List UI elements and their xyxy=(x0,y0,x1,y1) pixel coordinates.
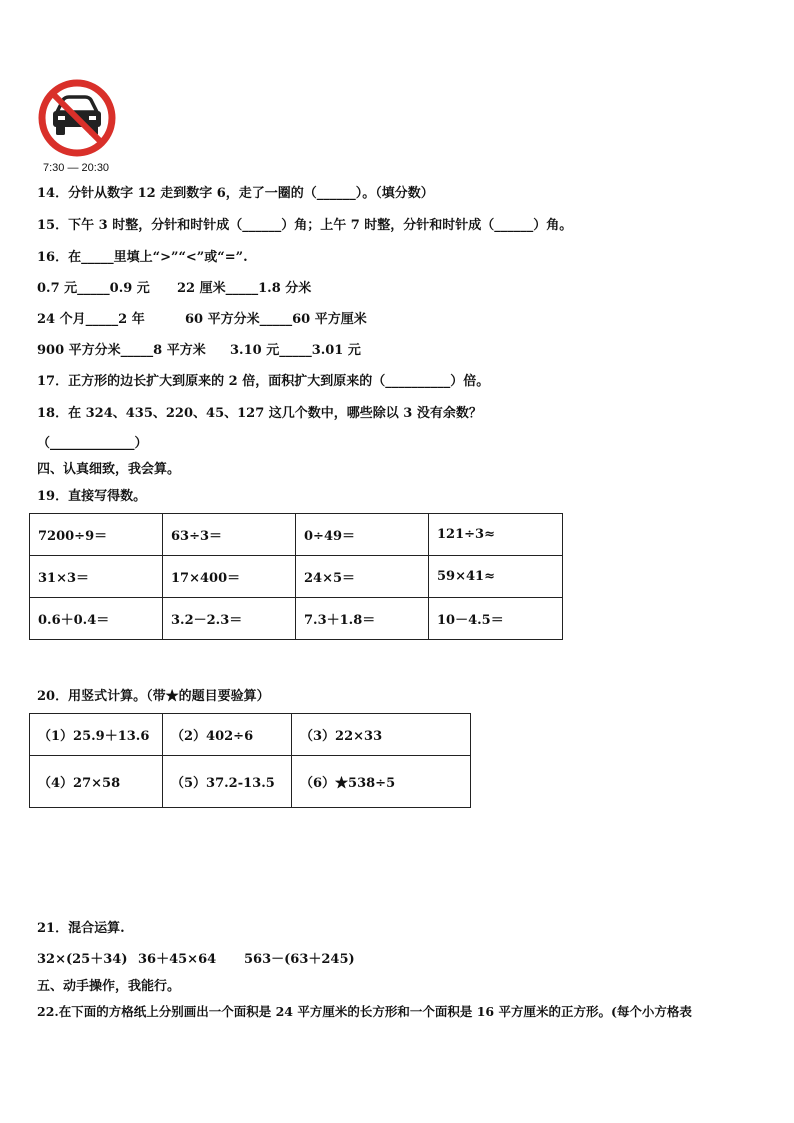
q20-cell: （6）★538÷5 xyxy=(292,756,471,808)
q20-cell: （1）25.9＋13.6 xyxy=(30,714,163,756)
q19-cell: 17×400＝ xyxy=(163,556,296,598)
q20-cell: （4）27×58 xyxy=(30,756,163,808)
q16-item: 3.10 元_____3.01 元 xyxy=(230,343,361,358)
question-14: 14．分针从数字 12 走到数字 6，走了一圈的（______）。（填分数） xyxy=(37,186,434,201)
q21-item: 563－(63＋245) xyxy=(244,952,355,967)
q19-cell: 0.6＋0.4＝ xyxy=(30,598,163,640)
q19-table xyxy=(29,513,563,640)
question-21: 21．混合运算. xyxy=(37,921,125,936)
question-20: 20．用竖式计算。（带★的题目要验算） xyxy=(37,689,270,704)
q19-cell: 10－4.5＝ xyxy=(429,598,563,640)
q16-item: 60 平方分米_____60 平方厘米 xyxy=(185,312,367,327)
question-17: 17．正方形的边长扩大到原来的 2 倍，面积扩大到原来的（__________）倍。 xyxy=(37,374,490,389)
q21-item: 36＋45×64 xyxy=(138,952,217,967)
q19-cell: 31×3＝ xyxy=(30,556,163,598)
section-4-heading: 四、认真细致，我会算。 xyxy=(37,462,181,477)
question-19: 19．直接写得数。 xyxy=(37,489,147,504)
question-18-answer: （_____________） xyxy=(37,436,148,451)
q19-cell: 63÷3＝ xyxy=(163,514,296,556)
q19-cell: 121÷3≈ xyxy=(429,514,563,556)
sign-time-text: 7:30 — 20:30 xyxy=(43,162,110,174)
q20-cell: （2）402÷6 xyxy=(163,714,292,756)
q16-item: 24 个月_____2 年 xyxy=(37,312,145,327)
q20-table xyxy=(29,713,471,808)
q20-cell: （3）22×33 xyxy=(292,714,471,756)
section-5-heading: 五、动手操作，我能行。 xyxy=(37,979,181,994)
question-22: 22.在下面的方格纸上分别画出一个面积是 24 平方厘米的长方形和一个面积是 16 平方厘米的正方形。(每个小方格表 xyxy=(37,1004,692,1019)
q20-cell: （5）37.2-13.5 xyxy=(163,756,292,808)
q19-cell: 24×5＝ xyxy=(296,556,429,598)
q19-cell: 7200÷9＝ xyxy=(30,514,163,556)
q21-item: 32×(25＋34) xyxy=(37,952,128,967)
question-18: 18．在 324、435、220、45、127 这几个数中，哪些除以 3 没有余数？ xyxy=(37,406,482,421)
q16-item: 0.7 元_____0.9 元 xyxy=(37,281,150,296)
q19-cell: 3.2－2.3＝ xyxy=(163,598,296,640)
question-15: 15．下午 3 时整，分针和时针成（______）角；上午 7 时整，分针和时针成（______）角。 xyxy=(37,218,573,233)
q16-item: 22 厘米_____1.8 分米 xyxy=(177,281,312,296)
q19-cell: 59×41≈ xyxy=(429,556,563,598)
q19-cell: 7.3＋1.8＝ xyxy=(296,598,429,640)
q19-cell: 0÷49＝ xyxy=(296,514,429,556)
no-motor-vehicles-sign-icon xyxy=(37,78,117,158)
q16-item: 900 平方分米_____8 平方米 xyxy=(37,343,206,358)
question-16: 16．在_____里填上“>”“<”或“=”. xyxy=(37,250,248,265)
